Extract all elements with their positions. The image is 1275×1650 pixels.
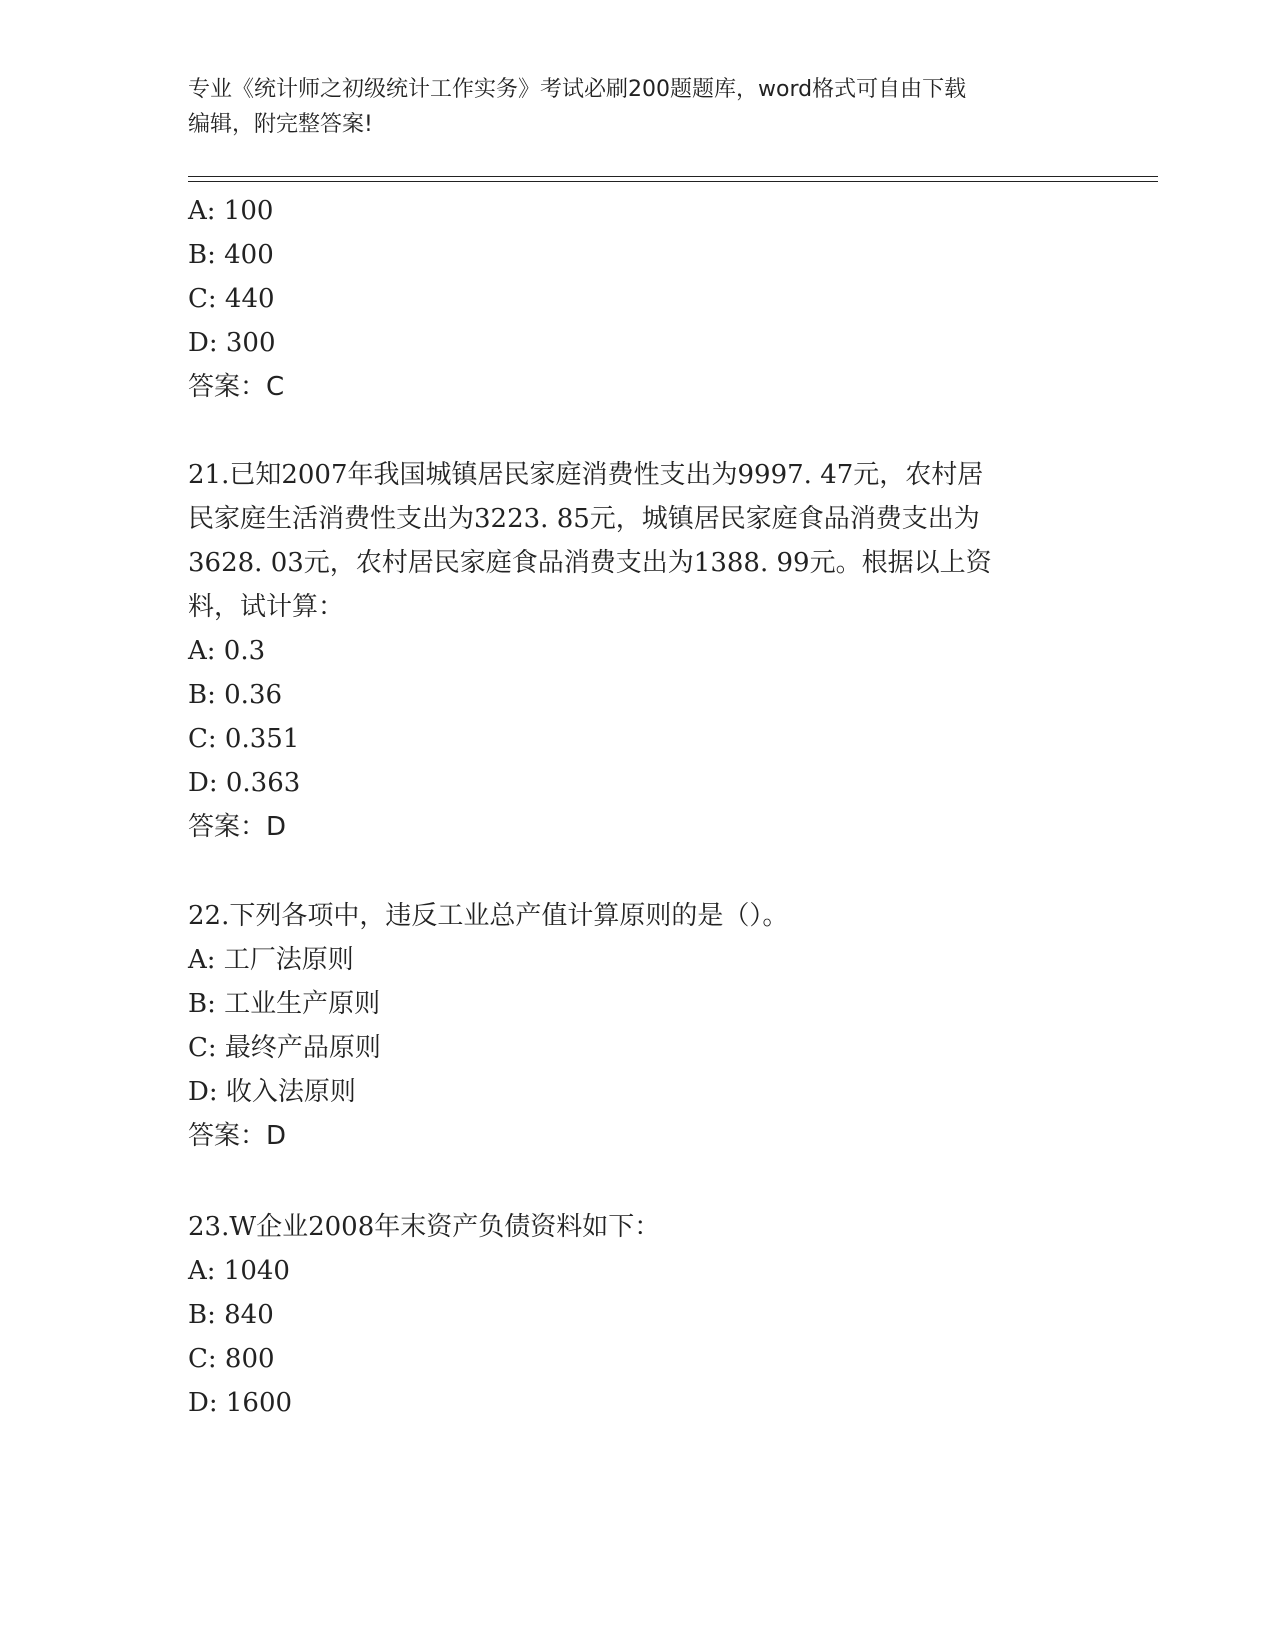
option-c: C: 0.351 bbox=[188, 724, 300, 754]
question-stem-line: 3628. 03元，农村居民家庭食品消费支出为1388. 99元。根据以上资 bbox=[188, 548, 992, 578]
answer: 答案：D bbox=[188, 812, 287, 842]
header-divider-bottom bbox=[188, 181, 1158, 182]
option-b: B: 400 bbox=[188, 240, 274, 270]
question-stem-line: 21.已知2007年我国城镇居民家庭消费性支出为9997. 47元，农村居 bbox=[188, 460, 984, 490]
header-divider-top bbox=[188, 176, 1158, 177]
question-stem-line: 民家庭生活消费性支出为3223. 85元，城镇居民家庭食品消费支出为 bbox=[188, 504, 980, 534]
option-b: B: 840 bbox=[188, 1300, 274, 1330]
question-stem-line: 料，试计算： bbox=[188, 592, 345, 622]
option-c: C: 800 bbox=[188, 1344, 275, 1374]
option-d: D: 300 bbox=[188, 328, 276, 358]
option-a: A: 100 bbox=[188, 196, 274, 226]
option-d: D: 1600 bbox=[188, 1388, 293, 1418]
answer: 答案：C bbox=[188, 372, 285, 402]
option-c: C: 最终产品原则 bbox=[188, 1033, 381, 1063]
question-stem-line: 22.下列各项中，违反工业总产值计算原则的是（）。 bbox=[188, 901, 789, 931]
header-line-1: 专业《统计师之初级统计工作实务》考试必刷200题题库，word格式可自由下载 bbox=[188, 77, 967, 102]
header-line-2: 编辑，附完整答案! bbox=[188, 112, 373, 137]
option-a: A: 1040 bbox=[188, 1256, 290, 1286]
document-header bbox=[188, 72, 1088, 142]
option-b: B: 工业生产原则 bbox=[188, 989, 381, 1019]
question-stem-line: 23.W企业2008年末资产负债资料如下： bbox=[188, 1212, 661, 1242]
option-a: A: 0.3 bbox=[188, 636, 266, 666]
answer: 答案：D bbox=[188, 1121, 287, 1151]
option-a: A: 工厂法原则 bbox=[188, 945, 354, 975]
option-b: B: 0.36 bbox=[188, 680, 283, 710]
option-c: C: 440 bbox=[188, 284, 275, 314]
option-d: D: 收入法原则 bbox=[188, 1077, 356, 1107]
option-d: D: 0.363 bbox=[188, 768, 301, 798]
